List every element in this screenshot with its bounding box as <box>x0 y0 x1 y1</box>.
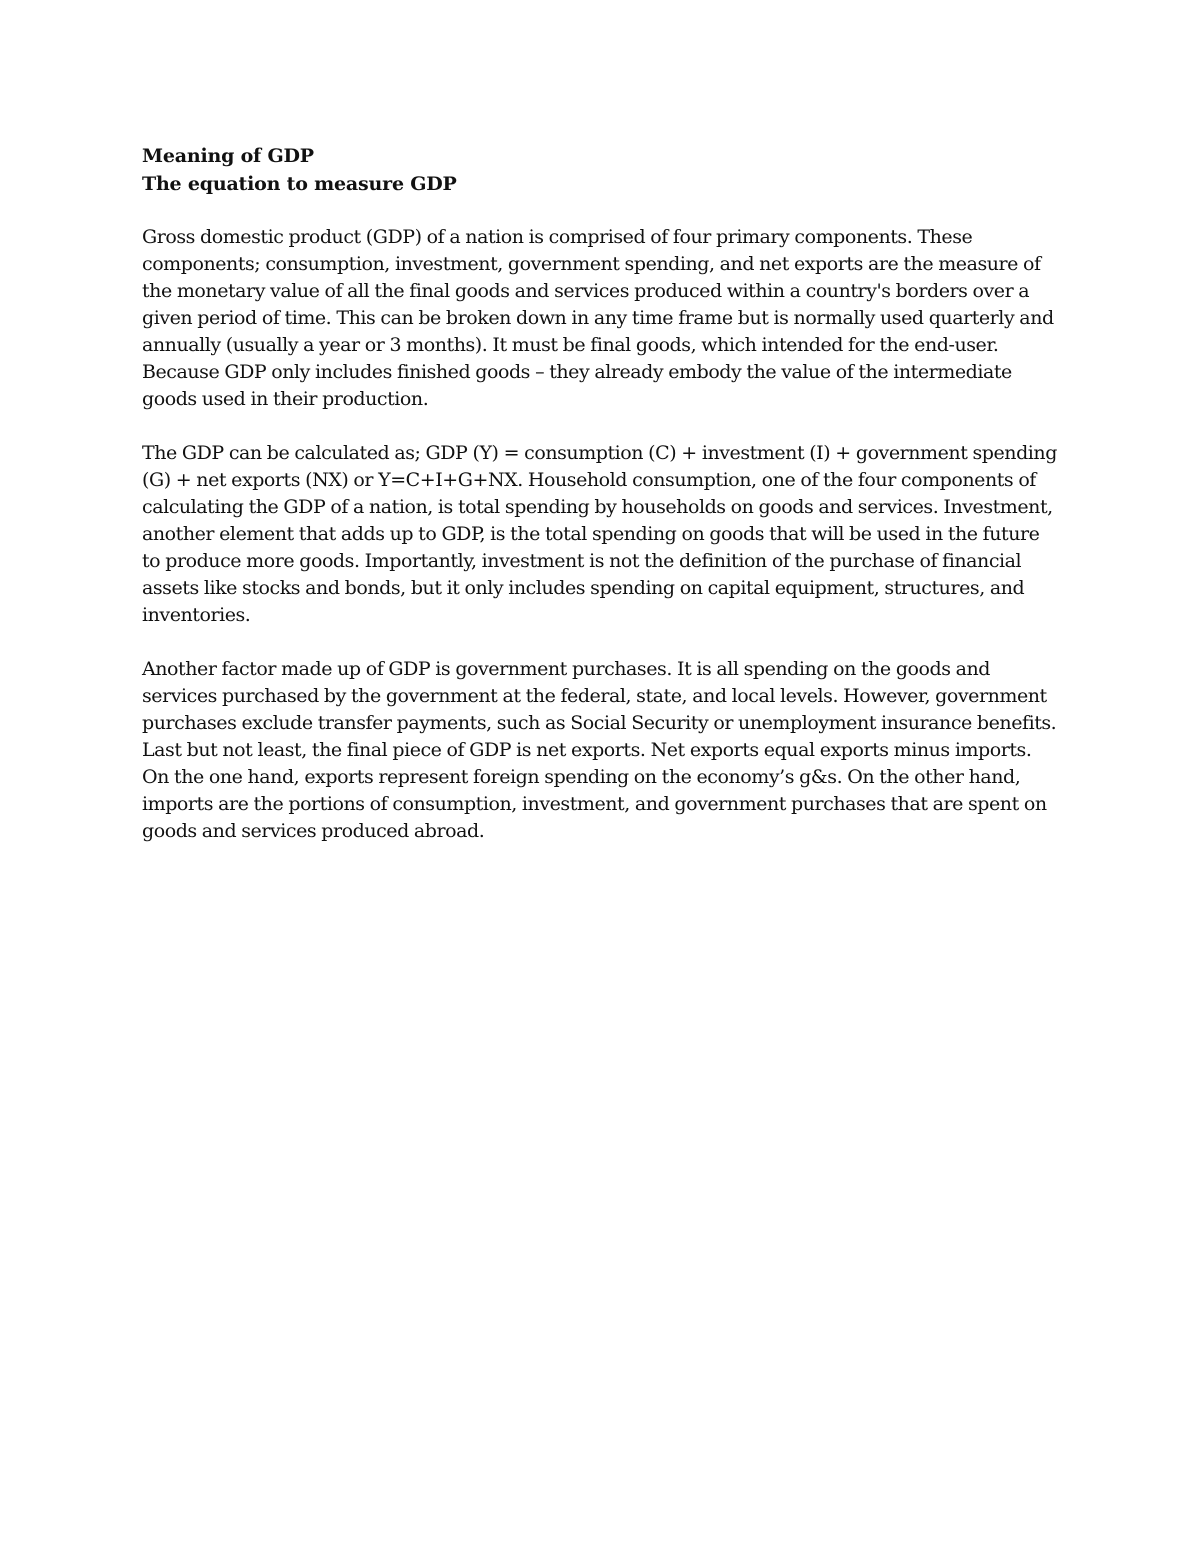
document-subtitle: The equation to measure GDP <box>142 173 457 195</box>
blank-line <box>142 198 1060 224</box>
document-title: Meaning of GDP <box>142 145 314 167</box>
document-body <box>142 142 1060 872</box>
paragraph-government-and-net-exports: Another factor made up of GDP is government purchases. It is all spending on the goods and services purchased by the government at the federal, state, and local levels. However, government purchases exclude transfer payments, such as Social Security or unemployment insurance benefits. Last but not least, the final piece of GDP is net exports. Net exports equal exports minus imports. On the one hand, exports represent foreign spending on the economy’s g&s. On the other hand, imports are the portions of consumption, investment, and government purchases that are spent on goods and services produced abroad. <box>142 658 1057 842</box>
paragraph-gdp-equation: The GDP can be calculated as; GDP (Y) = consumption (C) + investment (I) + government spending (G) + net exports (NX) or Y=C+I+G+NX. Household consumption, one of the four components of calculating the GDP of a nation, is total spending by households on goods and services. Investment, another element that adds up to GDP, is the total spending on goods that will be used in the future to produce more goods. Importantly, investment is not the definition of the purchase of financial assets like stocks and bonds, but it only includes spending on capital equipment, structures, and inventories. <box>142 442 1057 626</box>
paragraph-gdp-definition: Gross domestic product (GDP) of a nation is comprised of four primary components. These components; consumption, investment, government spending, and net exports are the measure of the monetary value of all the final goods and services produced within a country's borders over a given period of time. This can be broken down in any time frame but is normally used quarterly and annually (usually a year or 3 months). It must be final goods, which intended for the end-user. Because GDP only includes finished goods – they already embody the value of the intermediate goods used in their production. <box>142 226 1054 410</box>
